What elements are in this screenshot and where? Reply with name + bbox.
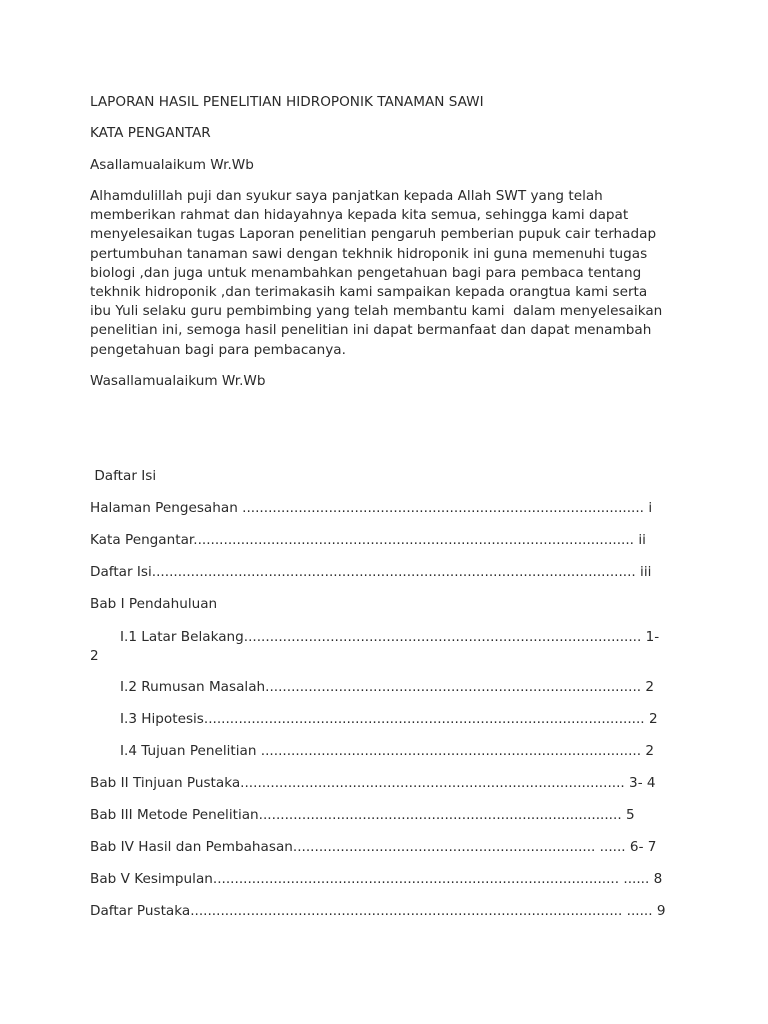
- closing-text: Wasallamualaikum Wr.Wb: [90, 373, 266, 389]
- toc-entry: Daftar Isi................................................................................................................ iii: [90, 564, 652, 580]
- toc-entry: I.1 Latar Belakang............................................................................................ 1-: [120, 629, 660, 645]
- section-heading: KATA PENGANTAR: [90, 125, 211, 141]
- paragraph-line: menyelesaikan tugas Laporan penelitian pengaruh pemberian pupuk cair terhadap: [90, 226, 657, 243]
- toc-entry: Bab II Tinjuan Pustaka......................................................................................... 3- 4: [90, 775, 656, 791]
- paragraph-line: biologi ,dan juga untuk menambahkan pengetahuan bagi para pembaca tentang: [90, 264, 642, 281]
- toc-entry: Bab V Kesimpulan.............................................................................................. ...... 8: [90, 871, 663, 887]
- toc-entry: I.2 Rumusan Masalah....................................................................................... 2: [120, 679, 655, 695]
- paragraph-line: penelitian ini, semoga hasil penelitian ini dapat bermanfaat dan dapat menambah: [90, 322, 652, 339]
- toc-entry: I.4 Tujuan Penelitian ........................................................................................ 2: [120, 743, 655, 759]
- toc-entry-wrap: 2: [90, 648, 99, 664]
- paragraph-line: Alhamdulillah puji dan syukur saya panjatkan kepada Allah SWT yang telah: [90, 188, 603, 204]
- toc-title: Daftar Isi: [90, 468, 157, 484]
- toc-entry: Daftar Pustaka.................................................................................................... ...... 9: [90, 903, 666, 919]
- toc-entry: Kata Pengantar...................................................................................................... ii: [90, 532, 646, 548]
- paragraph-line: ibu Yuli selaku guru pembimbing yang telah membantu kami dalam menyelesaikan: [90, 303, 663, 320]
- toc-entry: Halaman Pengesahan ............................................................................................. i: [90, 500, 653, 516]
- greeting-text: Asallamualaikum Wr.Wb: [90, 157, 254, 173]
- paragraph-line: tekhnik hidroponik ,dan terimakasih kami sampaikan kepada orangtua kami serta: [90, 284, 648, 301]
- foreword-paragraph: [90, 187, 690, 360]
- paragraph-line: pertumbuhan tanaman sawi dengan tekhnik hidroponik ini guna memenuhi tugas: [90, 245, 648, 262]
- toc-entry: I.3 Hipotesis...................................................................................................... 2: [120, 711, 658, 727]
- document-title: LAPORAN HASIL PENELITIAN HIDROPONIK TANAMAN SAWI: [90, 94, 484, 110]
- toc-entry: Bab IV Hasil dan Pembahasan...................................................................... ...... 6- 7: [90, 839, 657, 855]
- toc-entry: Bab I Pendahuluan: [90, 596, 218, 612]
- toc-entry: Bab III Metode Penelitian.................................................................................... 5: [90, 807, 635, 823]
- paragraph-line: memberikan rahmat dan hidayahnya kepada kita semua, sehingga kami dapat: [90, 207, 629, 224]
- paragraph-line: pengetahuan bagi para pembacanya.: [90, 341, 346, 358]
